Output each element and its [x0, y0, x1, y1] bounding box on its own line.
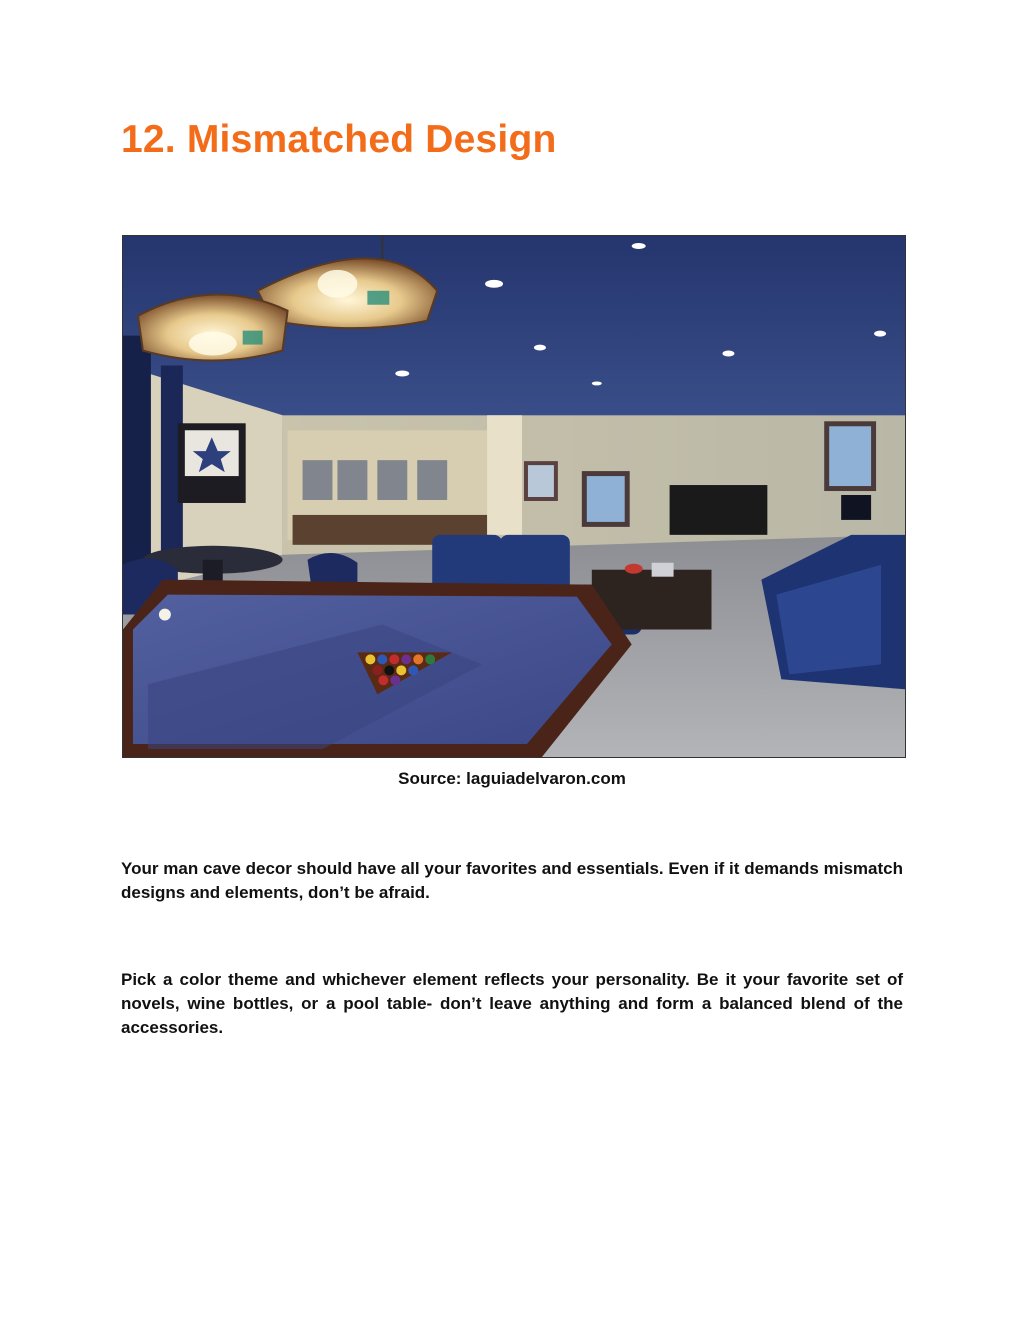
section-heading: 12. Mismatched Design	[121, 118, 557, 161]
man-cave-photo	[122, 235, 906, 758]
man-cave-illustration	[123, 236, 905, 757]
body-paragraph: Pick a color theme and whichever element reflects your personality. Be it your favorite set of novels, wine bottles, or a pool table- don’t leave anything and form a balanced blend of the accessories.	[121, 970, 903, 1037]
image-source-caption: Source: laguiadelvaron.com	[398, 769, 626, 788]
body-paragraph: Your man cave decor should have all your favorites and essentials. Even if it demands mismatch designs and elements, don’t be afraid.	[121, 859, 903, 902]
